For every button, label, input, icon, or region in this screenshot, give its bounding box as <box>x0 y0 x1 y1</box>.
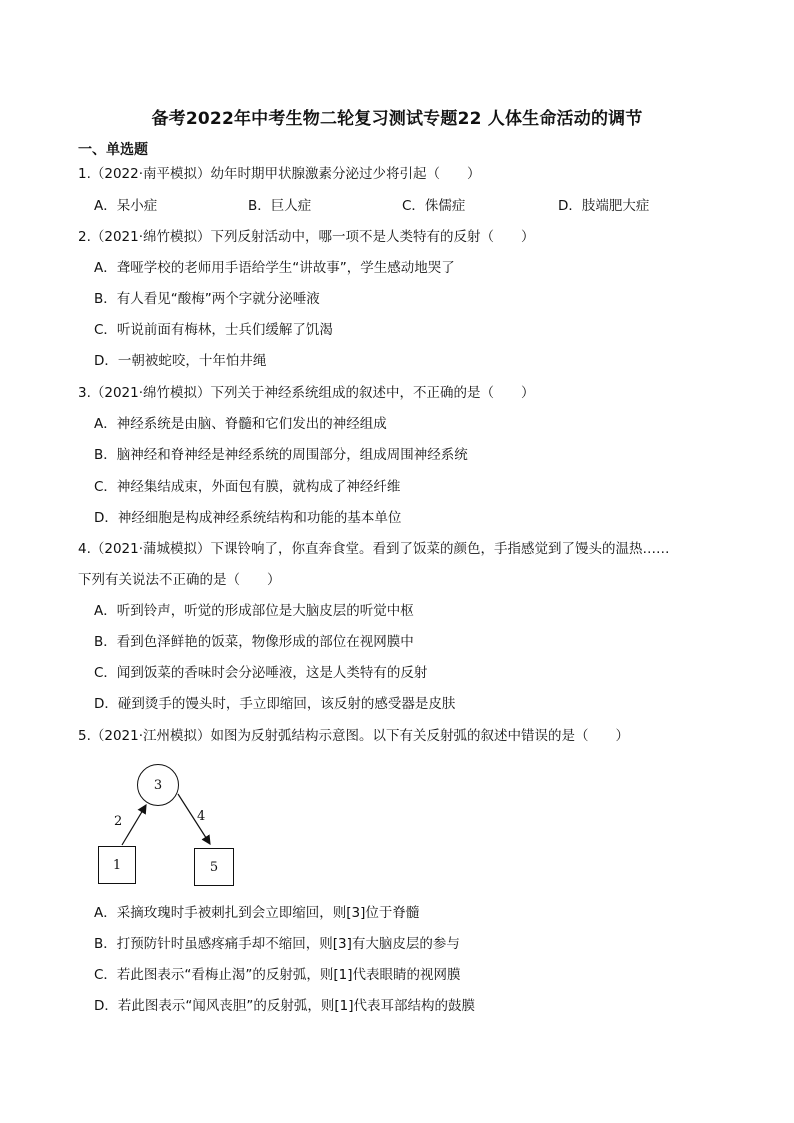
q5-option-d: D．若此图表示“闻风丧胆”的反射弧，则[1]代表耳部结构的鼓膜 <box>94 998 476 1014</box>
question-4-stem-continued: 下列有关说法不正确的是（ ） <box>78 572 281 588</box>
q4-option-d: D．碰到烫手的馒头时，手立即缩回，该反射的感受器是皮肤 <box>94 696 456 712</box>
page-title: 备考2022年中考生物二轮复习测试专题22 人体生命活动的调节 <box>151 109 643 129</box>
q3-option-b: B．脑神经和脊神经是神经系统的周围部分，组成周围神经系统 <box>94 447 468 463</box>
q4-option-b: B．看到色泽鲜艳的饭菜，物像形成的部位在视网膜中 <box>94 634 414 650</box>
q2-option-c: C．听说前面有梅林，士兵们缓解了饥渴 <box>94 322 333 338</box>
q5-option-a: A．采摘玫瑰时手被刺扎到会立即缩回，则[3]位于脊髓 <box>94 905 420 921</box>
q4-option-c: C．闻到饭菜的香味时会分泌唾液，这是人类特有的反射 <box>94 665 428 681</box>
q2-option-b: B．有人看见“酸梅”两个字就分泌唾液 <box>94 291 320 307</box>
arrow-2-line <box>122 805 146 845</box>
node-3-circle: 3 <box>137 764 179 806</box>
question-5-stem: 5.（2021·江州模拟）如图为反射弧结构示意图。以下有关反射弧的叙述中错误的是（ ） <box>78 728 630 744</box>
q5-option-c: C．若此图表示“看梅止渴”的反射弧，则[1]代表眼睛的视网膜 <box>94 967 461 983</box>
q1-option-c: C．侏儒症 <box>402 198 466 214</box>
q1-option-a: A．呆小症 <box>94 198 158 214</box>
q5-option-b: B．打预防针时虽感疼痛手却不缩回，则[3]有大脑皮层的参与 <box>94 936 460 952</box>
label-2: 2 <box>114 814 123 829</box>
question-2-stem: 2.（2021·绵竹模拟）下列反射活动中，哪一项不是人类特有的反射（ ） <box>78 229 535 245</box>
q4-option-a: A．听到铃声，听觉的形成部位是大脑皮层的听觉中枢 <box>94 603 414 619</box>
q3-option-c: C．神经集结成束，外面包有膜，就构成了神经纤维 <box>94 479 401 495</box>
node-5-box: 5 <box>194 848 234 886</box>
question-4-stem: 4.（2021·蒲城模拟）下课铃响了，你直奔食堂。看到了饭菜的颜色，手指感觉到了馒头的温热…… <box>78 541 670 557</box>
question-1-stem: 1.（2022·南平模拟）幼年时期甲状腺激素分泌过少将引起（ ） <box>78 166 481 182</box>
q1-option-b: B．巨人症 <box>248 198 312 214</box>
section-heading: 一、单选题 <box>78 142 148 158</box>
q3-option-a: A．神经系统是由脑、脊髓和它们发出的神经组成 <box>94 416 387 432</box>
reflex-arc-diagram <box>90 752 250 892</box>
node-1-box: 1 <box>98 846 136 884</box>
label-4: 4 <box>197 809 206 824</box>
q1-option-d: D．肢端肥大症 <box>558 198 650 214</box>
q3-option-d: D．神经细胞是构成神经系统结构和功能的基本单位 <box>94 510 402 526</box>
question-3-stem: 3.（2021·绵竹模拟）下列关于神经系统组成的叙述中，不正确的是（ ） <box>78 385 535 401</box>
q2-option-d: D．一朝被蛇咬，十年怕井绳 <box>94 353 267 369</box>
q2-option-a: A．聋哑学校的老师用手语给学生“讲故事”，学生感动地哭了 <box>94 260 455 276</box>
